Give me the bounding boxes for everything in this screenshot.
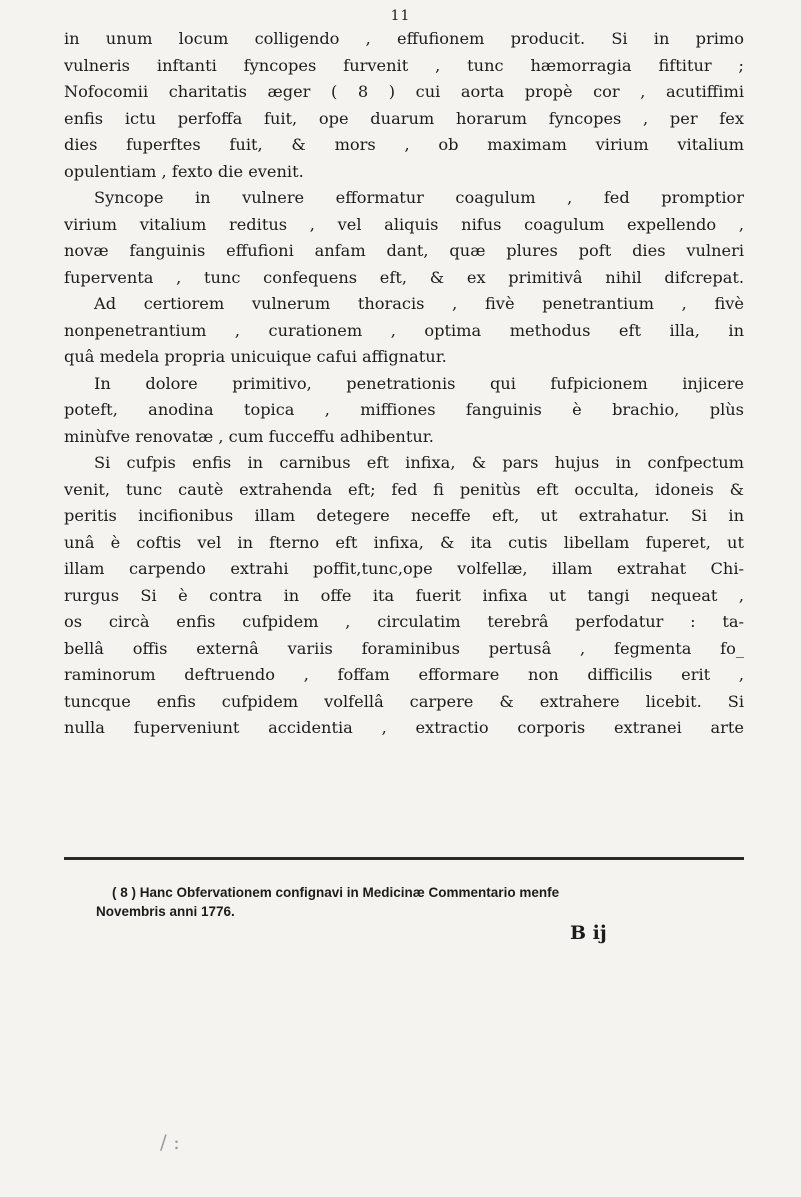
page-number: 11 [390, 8, 411, 24]
footnote [96, 883, 744, 921]
signature-mark: B ij [570, 922, 607, 944]
footnote-line: Novembris anni 1776. [96, 904, 235, 919]
text-line: minùfve renovatæ , cum fucceffu adhibentur. [64, 426, 434, 446]
text-line: fuperventa , tunc confequens eft, & ex primitivâ nihil difcrepat. [64, 267, 744, 287]
text-line: vulneris inftanti fyncopes furvenit , tunc hæmorragia fiftitur ; [64, 55, 744, 75]
text-line: Nofocomii charitatis æger ( 8 ) cui aorta propè cor , acutiffimi [64, 82, 744, 101]
text-line: virium vitalium reditus , vel aliquis nifus coagulum expellendo , [64, 214, 744, 234]
text-line: tuncque enfis cufpidem volfellâ carpere & extrahere licebit. Si [64, 691, 744, 711]
text-line: in unum locum colligendo , effufionem producit. Si in primo [64, 29, 744, 48]
text-line: os circà enfis cufpidem , circulatim terebrâ perfodatur : ta- [64, 612, 744, 631]
text-line: rurgus Si è contra in offe ita fuerit infixa ut tangi nequeat , [64, 585, 744, 605]
text-line: nulla fuperveniunt accidentia , extractio corporis extranei arte [64, 718, 744, 737]
text-line: poteft, anodina topica , miffiones fanguinis è brachio, plùs [64, 400, 744, 419]
body-text [64, 26, 744, 742]
text-line: venit, tunc cautè extrahenda eft; fed fi penitùs eft occulta, idoneis & [64, 479, 744, 499]
text-line: quâ medela propria unicuique cafui affignatur. [64, 347, 447, 366]
footnote-divider [64, 857, 744, 860]
text-line: Si cufpis enfis in carnibus eft infixa, & pars hujus in confpectum [94, 453, 744, 472]
text-line: opulentiam , fexto die evenit. [64, 161, 304, 181]
text-line: enfis ictu perfoffa fuit, ope duarum horarum fyncopes , per fex [64, 108, 744, 128]
footnote-line: ( 8 ) Hanc Obfervationem confignavi in Medicinæ Commentario menfe [112, 885, 560, 900]
text-line: nonpenetrantium , curationem , optima methodus eft illa, in [64, 320, 744, 340]
stray-mark: / : [160, 1130, 180, 1154]
text-line: illam carpendo extrahi poffit,tunc,ope volfellæ, illam extrahat Chi- [64, 559, 744, 578]
text-line: Syncope in vulnere efformatur coagulum , fed promptior [94, 188, 744, 207]
text-line: Ad certiorem vulnerum thoracis , fivè penetrantium , fivè [94, 294, 744, 313]
text-line: peritis incifionibus illam detegere neceffe eft, ut extrahatur. Si in [64, 506, 744, 525]
text-line: novæ fanguinis effufioni anfam dant, quæ plures poft dies vulneri [64, 241, 744, 260]
text-line: raminorum deftruendo , foffam efformare non difficilis erit , [64, 665, 744, 684]
text-line: dies fuperftes fuit, & mors , ob maximam virium vitalium [64, 135, 744, 154]
text-line: bellâ offis externâ variis foraminibus pertusâ , fegmenta fo_ [64, 638, 744, 658]
text-line: unâ è coftis vel in fterno eft infixa, & ita cutis libellam fuperet, ut [64, 532, 744, 552]
text-line: In dolore primitivo, penetrationis qui fufpicionem injicere [94, 373, 744, 393]
